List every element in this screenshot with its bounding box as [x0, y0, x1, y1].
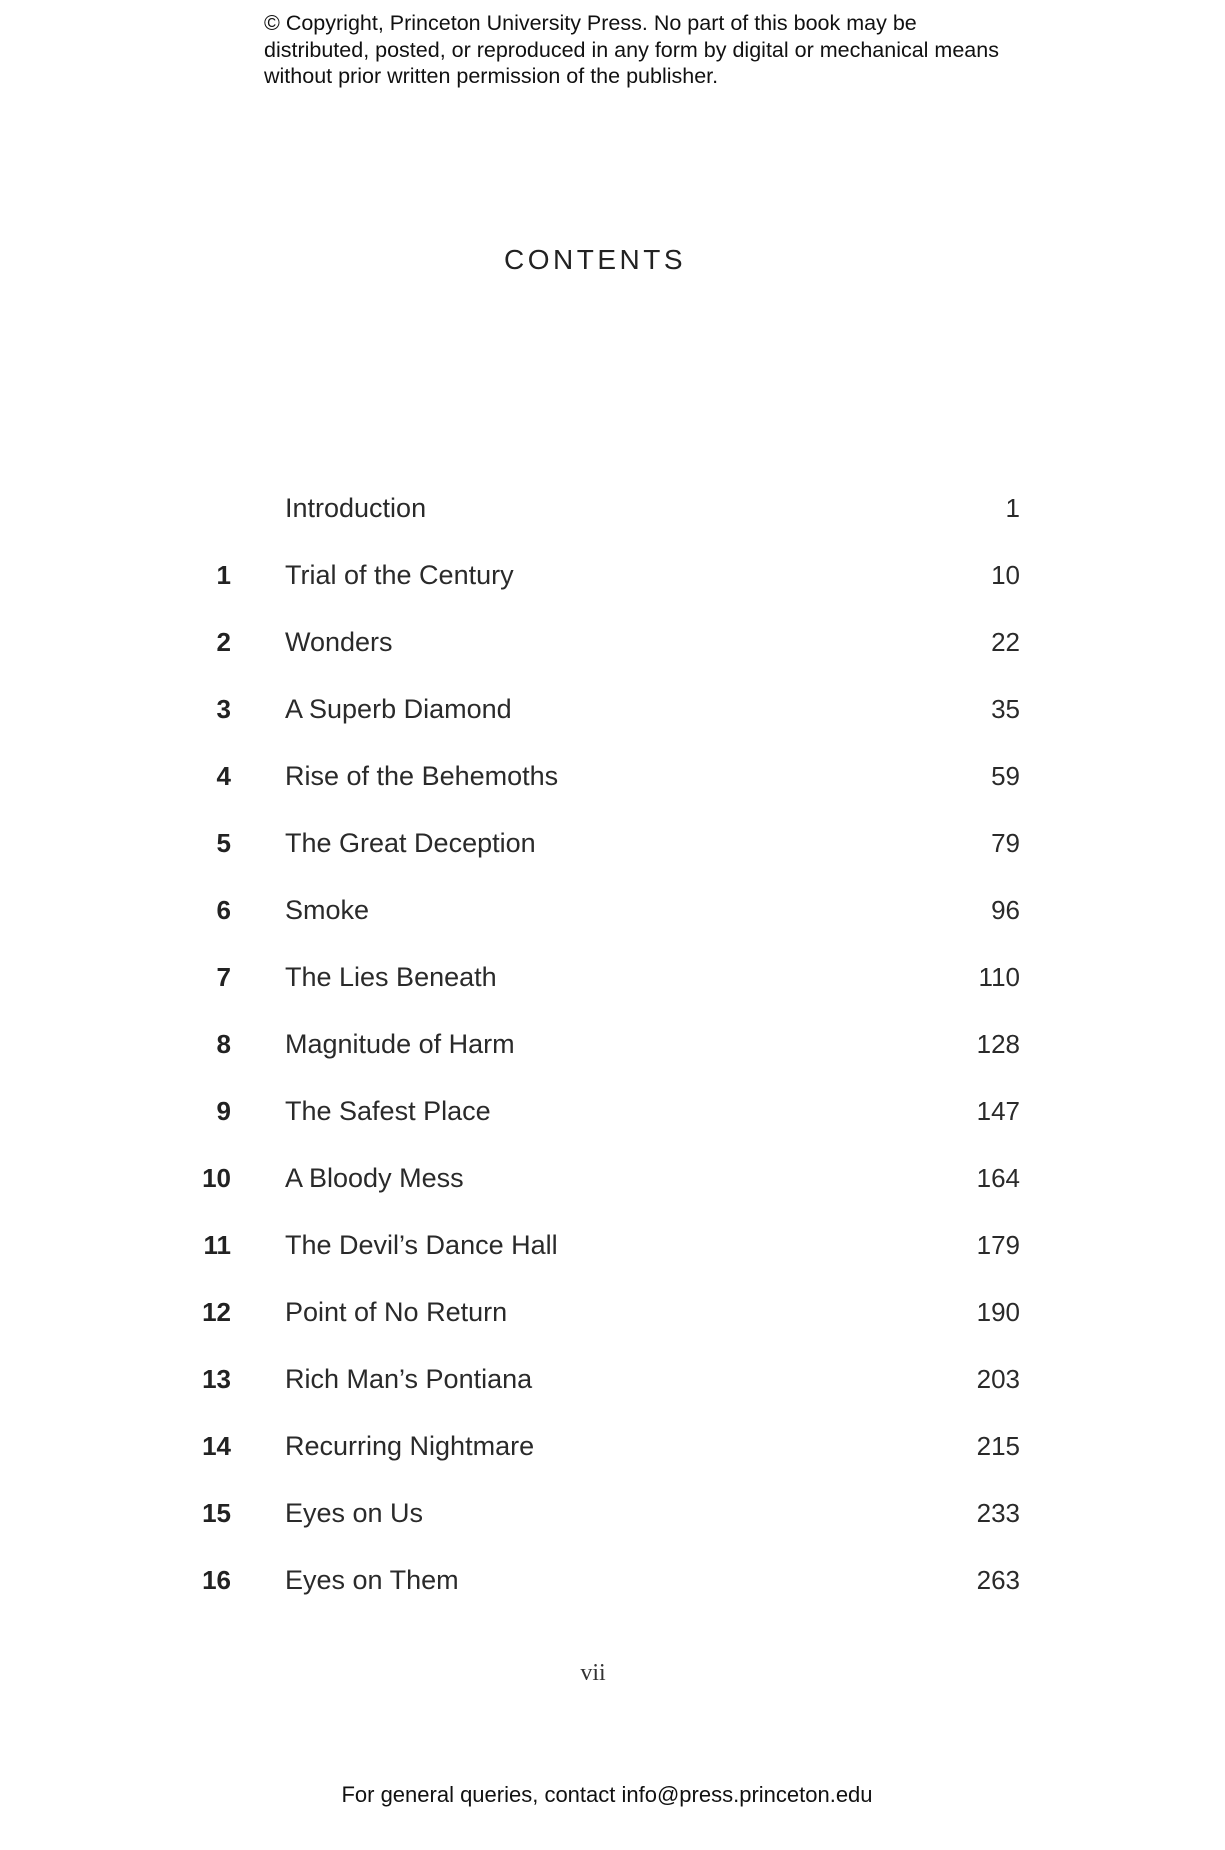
chapter-number: 1: [216, 560, 231, 590]
page-number: 128: [976, 1029, 1020, 1059]
chapter-number: 6: [216, 895, 231, 925]
page-number: 215: [976, 1431, 1020, 1461]
chapter-number: 12: [202, 1297, 231, 1327]
page-number: 96: [991, 895, 1020, 925]
chapter-title: The Great Deception: [285, 828, 536, 858]
toc-entry[interactable]: [0, 1359, 1225, 1399]
chapter-number: 7: [216, 962, 231, 992]
chapter-number: 4: [216, 761, 231, 791]
toc-entry[interactable]: [0, 756, 1225, 796]
toc-entry[interactable]: [0, 823, 1225, 863]
folio-page-number: vii: [580, 1660, 606, 1686]
chapter-title: Recurring Nightmare: [285, 1431, 535, 1461]
chapter-number: 13: [202, 1364, 231, 1394]
page-number: 110: [978, 962, 1020, 992]
toc-entry[interactable]: [0, 689, 1225, 729]
page-number: 10: [991, 560, 1020, 590]
chapter-number: 10: [202, 1163, 231, 1193]
chapter-title: Trial of the Century: [285, 560, 514, 590]
toc-entry[interactable]: [0, 1493, 1225, 1533]
chapter-title: Eyes on Us: [285, 1498, 424, 1528]
chapter-title: A Bloody Mess: [285, 1163, 464, 1193]
toc-entry[interactable]: [0, 890, 1225, 930]
toc-entry[interactable]: [0, 957, 1225, 997]
chapter-title: Eyes on Them: [285, 1565, 459, 1595]
toc-entry[interactable]: [0, 622, 1225, 662]
toc-entry[interactable]: [0, 1091, 1225, 1131]
toc-entry[interactable]: [0, 1426, 1225, 1466]
toc-entry[interactable]: [0, 555, 1225, 595]
page-number: 147: [976, 1096, 1020, 1126]
chapter-title: The Devil’s Dance Hall: [285, 1230, 558, 1260]
chapter-title: Smoke: [285, 895, 370, 925]
toc-entry[interactable]: [0, 1560, 1225, 1600]
chapter-title: Introduction: [285, 493, 427, 523]
page-number: 263: [976, 1565, 1020, 1595]
chapter-number: 9: [216, 1096, 231, 1126]
page-number: 1: [1005, 493, 1020, 523]
chapter-title: Wonders: [285, 627, 393, 657]
chapter-number: 11: [203, 1230, 231, 1260]
chapter-title: The Lies Beneath: [285, 962, 497, 992]
chapter-title: Rise of the Behemoths: [285, 761, 559, 791]
chapter-number: 8: [216, 1029, 231, 1059]
page-number: 22: [991, 627, 1020, 657]
page-number: 203: [976, 1364, 1020, 1394]
chapter-title: The Safest Place: [285, 1096, 491, 1126]
footer-contact: For general queries, contact info@press.princeton.edu: [341, 1782, 873, 1807]
chapter-number: 14: [202, 1431, 231, 1461]
toc-entry[interactable]: [0, 1024, 1225, 1064]
chapter-number: 16: [202, 1565, 231, 1595]
copyright-notice: © Copyright, Princeton University Press. No part of this book may be distributed, posted, or reproduced in any form by digital or mechanical means without prior written permission of the publisher.: [264, 11, 999, 88]
chapter-number: 3: [216, 694, 231, 724]
page-number: 179: [976, 1230, 1020, 1260]
toc-entry[interactable]: [0, 1225, 1225, 1265]
chapter-number: 5: [216, 828, 231, 858]
toc-entry[interactable]: [0, 1158, 1225, 1198]
page-number: 164: [976, 1163, 1020, 1193]
chapter-title: Rich Man’s Pontiana: [285, 1364, 533, 1394]
chapter-title: Point of No Return: [285, 1297, 508, 1327]
page-number: 35: [991, 694, 1020, 724]
page-number: 79: [991, 828, 1020, 858]
page-number: 190: [976, 1297, 1020, 1327]
chapter-number: 15: [202, 1498, 231, 1528]
toc-entry[interactable]: [0, 488, 1225, 528]
chapter-title: Magnitude of Harm: [285, 1029, 515, 1059]
chapter-number: 2: [216, 627, 231, 657]
toc-entry[interactable]: [0, 1292, 1225, 1332]
page-title: CONTENTS: [504, 244, 686, 275]
page-number: 59: [991, 761, 1020, 791]
page-number: 233: [976, 1498, 1020, 1528]
chapter-title: A Superb Diamond: [285, 694, 512, 724]
